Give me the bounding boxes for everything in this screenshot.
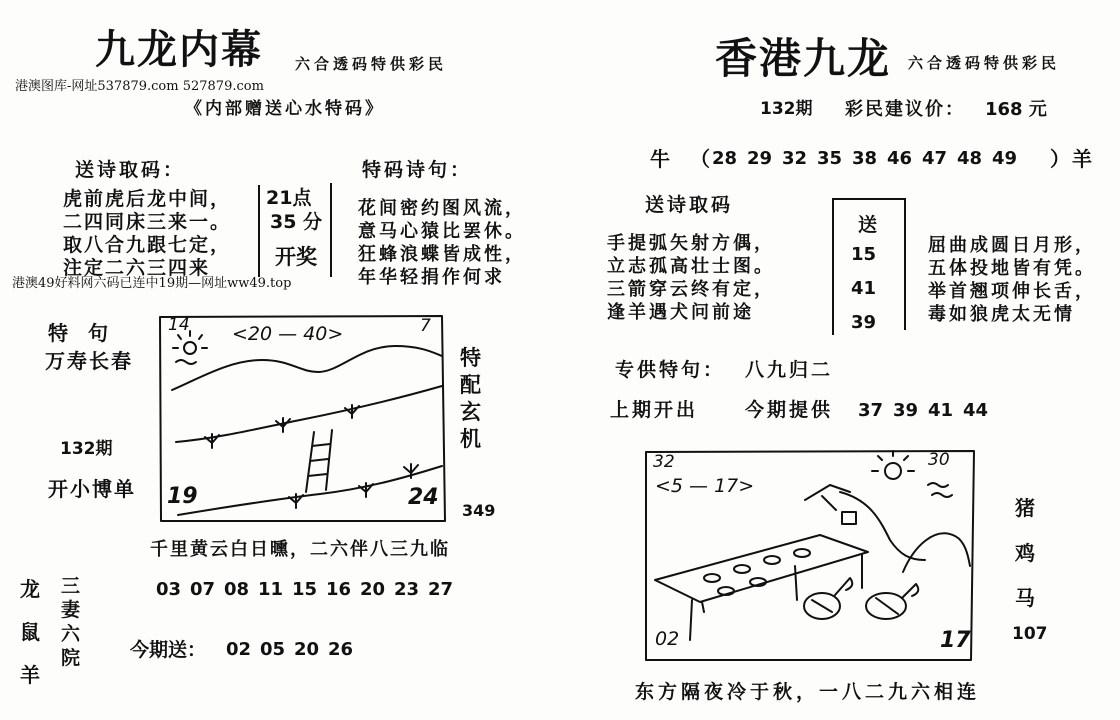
right-sketch-label-range: <5 — 17> (655, 475, 755, 497)
right-poem-box-number: 15 (851, 244, 877, 265)
left-zodiac-vertical (20, 568, 40, 697)
left-side-char: 特 (460, 346, 481, 370)
left-special-poem (358, 197, 526, 289)
left-hill-middle (176, 386, 442, 442)
left-gift-line: 《内部赠送心水特码》 (185, 99, 385, 119)
left-zodiac-char: 龙 (20, 577, 40, 601)
left-subtitle: 六合透码特供彩民 (295, 55, 448, 73)
right-poem-right-line: 屈曲成圆日月形， (928, 235, 1096, 256)
right-special-phrase-label: 专供特句： (615, 359, 726, 381)
right-this-issue-numbers (858, 402, 998, 420)
right-poem-box-number: 41 (851, 278, 877, 299)
left-bet-tip: 开小博单 (48, 477, 136, 501)
right-sketch-label-bottom-right: 17 (940, 628, 971, 653)
right-subtitle: 六合透码特供彩民 (908, 54, 1061, 72)
right-side-vertical (1015, 486, 1035, 621)
left-draw-label: 开奖 (275, 245, 317, 269)
right-poem-right-line: 毒如狼虎太无情 (928, 304, 1075, 325)
left-side-char: 机 (460, 427, 481, 451)
right-issue: 132期 (760, 99, 813, 119)
right-poem-box-top-rule (832, 198, 906, 200)
left-time-box-left-rule (258, 185, 260, 277)
left-title: 九龙内幕 (95, 26, 263, 73)
right-poem-left-line: 逢羊遇犬问前途 (607, 302, 754, 323)
left-phrase-char: 三 (61, 575, 81, 597)
right-table (655, 535, 868, 640)
right-side-number: 107 (1012, 624, 1048, 644)
right-fruits (804, 578, 918, 619)
left-number: 15 (292, 579, 318, 600)
left-plants (205, 405, 418, 508)
left-time-box-right-rule (330, 183, 332, 277)
right-price: 168 元 (985, 99, 1047, 120)
right-poem-box-label: 送 (858, 214, 878, 236)
left-phrase-char: 六 (61, 623, 81, 645)
right-number-list (712, 150, 1027, 168)
left-special-poem-line: 狂蜂浪蝶皆成性， (358, 244, 526, 265)
right-poem-box-right-rule (904, 198, 906, 330)
left-special-poem-line: 年华轻捐作何求 (358, 267, 505, 288)
left-sun-icon (173, 331, 207, 364)
right-price-label: 彩民建议价： (845, 99, 965, 120)
right-hill (903, 533, 970, 572)
right-poem-left-line: 立志孤高壮士图。 (607, 256, 775, 277)
left-side-number: 349 (462, 501, 496, 520)
left-this-issue-number: 20 (294, 639, 320, 660)
right-sketch-label-top-left: 32 (653, 452, 675, 472)
left-special-poem-heading: 特码诗句： (362, 159, 473, 181)
left-issue: 132期 (60, 439, 113, 459)
right-this-issue-number: 37 (858, 400, 884, 421)
right-close-paren: ） (1050, 147, 1070, 171)
left-verse: 千里黄云白日曛，二六伴八三九临 (150, 539, 450, 560)
left-number: 07 (190, 579, 216, 600)
right-special-phrase: 八九归二 (745, 359, 834, 381)
left-this-issue-label: 今期送： (130, 639, 207, 661)
right-poem-left (607, 232, 775, 324)
right-side-char: 猪 (1015, 496, 1035, 520)
left-special-phrase: 万寿长春 (45, 349, 133, 373)
right-poem-right-line: 举首翘项伸长舌， (928, 281, 1096, 302)
right-branch (840, 492, 925, 560)
right-this-issue-label: 今期提供 (745, 399, 834, 421)
left-number: 03 (156, 579, 182, 600)
right-poem-left-line: 三箭穿云终有定， (607, 279, 775, 300)
right-last-issue-label: 上期开出 (610, 399, 699, 421)
left-number: 08 (224, 579, 250, 600)
left-number: 11 (258, 579, 284, 600)
left-number: 20 (360, 579, 386, 600)
right-zodiac-right: 羊 (1072, 147, 1092, 171)
left-side-vertical (460, 345, 481, 453)
right-poem-right (928, 234, 1096, 326)
left-poem-line: 取八合九跟七定， (63, 234, 232, 256)
left-special-poem-line: 花间密约图风流， (358, 198, 526, 219)
right-poem-left-line: 手提弧矢射方偶， (607, 233, 775, 254)
left-sketch-label-top-right: 7 (420, 316, 431, 336)
right-number: 47 (922, 148, 948, 169)
right-poem-box-number: 39 (851, 312, 877, 333)
left-this-issue-number: 02 (226, 639, 252, 660)
left-poem-line: 注定二六三四来 (63, 257, 211, 279)
right-open-paren: （ (690, 147, 710, 171)
left-sketch-frame (160, 316, 445, 521)
right-sketch-label-top-right: 30 (928, 450, 950, 470)
left-zodiac-char: 羊 (20, 663, 40, 687)
left-this-issue-numbers (226, 641, 362, 659)
left-side-char: 配 (460, 373, 481, 397)
left-watermark-mid: 港澳49好料网六码已连中19期—网址ww49.top (12, 276, 292, 291)
right-side-char: 马 (1015, 586, 1035, 610)
left-draw-minute: 35 分 (270, 211, 323, 233)
left-sketch (160, 316, 445, 521)
right-number: 46 (887, 148, 913, 169)
left-sketch-label-bottom-left: 19 (167, 484, 198, 509)
right-bird (805, 485, 856, 524)
left-ladder (306, 430, 332, 492)
left-side-char: 玄 (460, 400, 481, 424)
left-this-issue-number: 26 (328, 639, 354, 660)
left-special-phrase-label: 特 句 (48, 321, 108, 345)
right-this-issue-number: 41 (928, 400, 954, 421)
left-number: 23 (394, 579, 420, 600)
right-number: 28 (712, 148, 738, 169)
left-poem-line: 虎前虎后龙中间， (63, 188, 232, 210)
left-sketch-label-top-left: 14 (168, 315, 190, 335)
right-title: 香港九龙 (715, 34, 892, 83)
left-watermark-top: 港澳图库-网址537879.com 527879.com (15, 79, 264, 94)
left-number-list (156, 581, 462, 599)
left-number: 27 (428, 579, 454, 600)
left-hill-lower (178, 466, 442, 515)
left-number: 16 (326, 579, 352, 600)
right-this-issue-number: 44 (963, 400, 989, 421)
right-zodiac-left: 牛 (650, 147, 670, 171)
left-this-issue-number: 05 (260, 639, 286, 660)
right-poem-heading: 送诗取码 (645, 194, 734, 216)
left-sketch-label-range: <20 — 40> (232, 323, 344, 345)
right-verse: 东方隔夜冷于秋，一八二九六相连 (635, 681, 981, 703)
left-phrase-char: 院 (61, 647, 81, 669)
left-poem-line: 二四同床三来一。 (63, 211, 232, 233)
right-poem-box-left-rule (832, 198, 834, 335)
left-poem-heading: 送诗取码： (75, 159, 186, 181)
right-number: 38 (852, 148, 878, 169)
right-number: 32 (782, 148, 808, 169)
right-this-issue-number: 39 (893, 400, 919, 421)
right-number: 29 (747, 148, 773, 169)
left-sketch-label-bottom-right: 24 (408, 485, 439, 510)
left-hill-upper (172, 346, 442, 390)
left-draw-hour: 21点 (266, 187, 312, 209)
right-side-char: 鸡 (1015, 541, 1035, 565)
left-special-poem-line: 意马心猿比罢休。 (358, 221, 526, 242)
right-sketch-label-bottom-left: 02 (655, 628, 680, 650)
right-number: 35 (817, 148, 843, 169)
right-poem-right-line: 五体投地皆有凭。 (928, 258, 1096, 279)
left-phrase-vertical (61, 574, 80, 670)
left-zodiac-char: 鼠 (20, 620, 40, 644)
right-number: 49 (992, 148, 1018, 169)
left-phrase-char: 妻 (61, 599, 81, 621)
right-number: 48 (957, 148, 983, 169)
left-poem (63, 188, 231, 280)
